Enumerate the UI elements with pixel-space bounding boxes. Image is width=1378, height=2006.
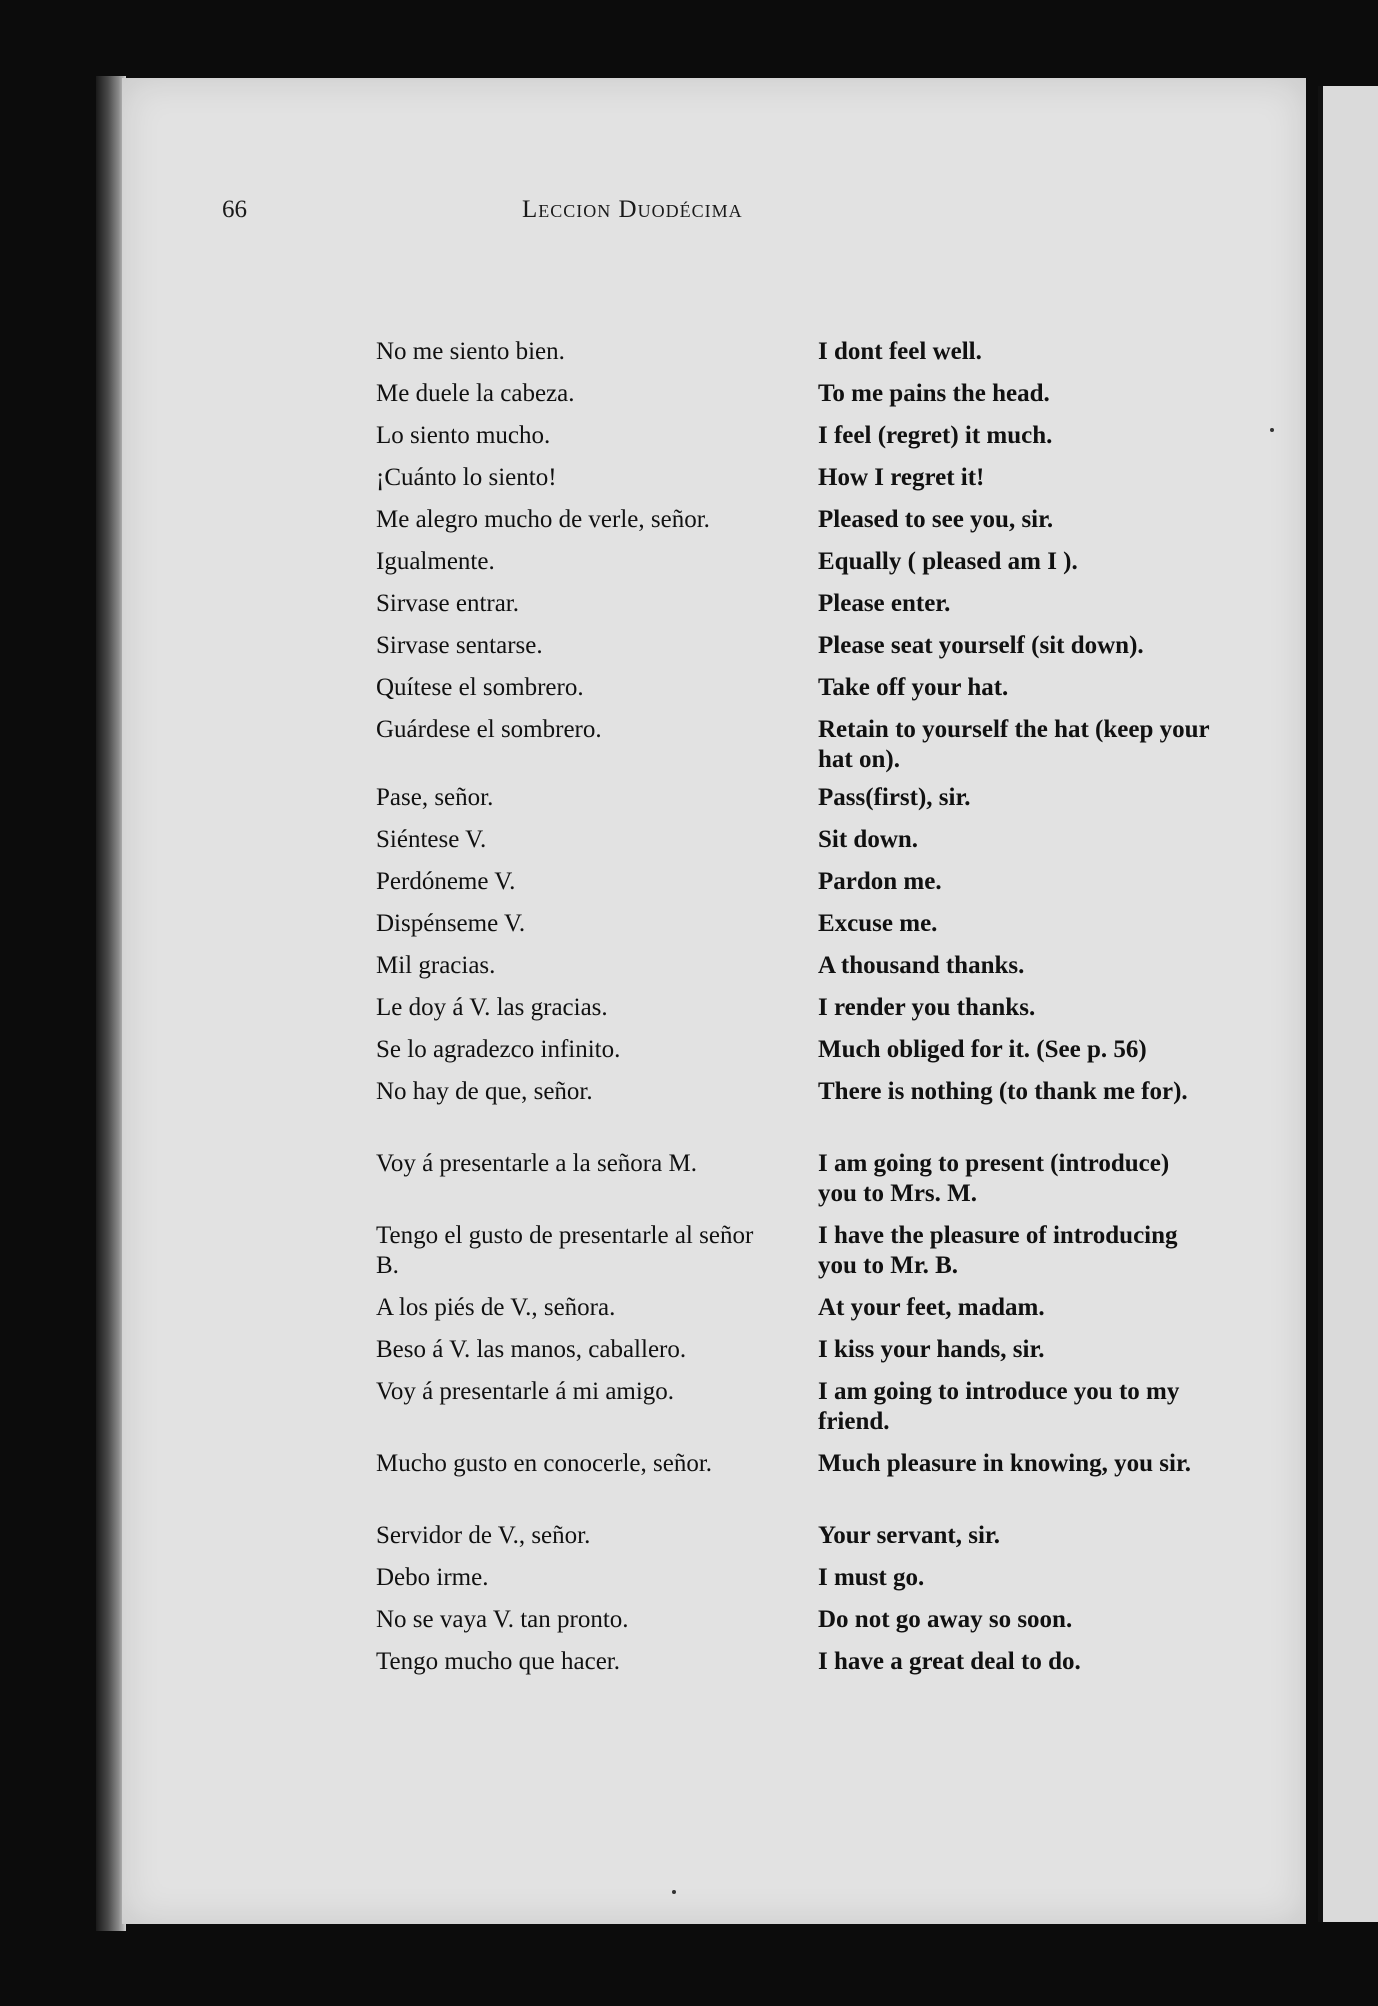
english-translation: Pleased to see you, sir. bbox=[818, 506, 1054, 533]
english-translation: Do not go away so soon. bbox=[818, 1606, 1073, 1633]
page-header bbox=[222, 196, 912, 232]
spanish-phrase: A los piés de V., señora. bbox=[376, 1294, 616, 1321]
adjacent-page-edge bbox=[1318, 86, 1378, 1922]
page-number: 66 bbox=[222, 196, 247, 223]
spanish-phrase: Tengo el gusto de presentarle al señor B. bbox=[376, 1222, 754, 1279]
english-translation: Excuse me. bbox=[818, 910, 938, 937]
spanish-phrase: No se vaya V. tan pronto. bbox=[376, 1606, 629, 1633]
english-translation: Equally ( pleased am I ). bbox=[818, 548, 1078, 575]
spanish-phrase: Tengo mucho que hacer. bbox=[376, 1648, 620, 1675]
running-head: Leccion Duodécima bbox=[522, 196, 743, 223]
english-translation: How I regret it! bbox=[818, 464, 985, 491]
english-translation: There is nothing (to thank me for). bbox=[818, 1078, 1188, 1105]
spanish-phrase: Pase, señor. bbox=[376, 784, 494, 811]
english-translation: I dont feel well. bbox=[818, 338, 982, 365]
scan-speck bbox=[672, 1890, 676, 1894]
english-translation: To me pains the head. bbox=[818, 380, 1050, 407]
english-translation: Pass(first), sir. bbox=[818, 784, 971, 811]
scan-speck bbox=[1270, 428, 1274, 432]
spanish-phrase: Sirvase entrar. bbox=[376, 590, 520, 617]
english-translation: I have a great deal to do. bbox=[818, 1648, 1081, 1675]
english-translation: I have the pleasure of introducing you to Mr. B. bbox=[818, 1222, 1178, 1279]
english-translation: Please seat yourself (sit down). bbox=[818, 632, 1144, 659]
english-translation: Please enter. bbox=[818, 590, 951, 617]
english-translation: I feel (regret) it much. bbox=[818, 422, 1053, 449]
spanish-phrase: Le doy á V. las gracias. bbox=[376, 994, 608, 1021]
spanish-phrase: Lo siento mucho. bbox=[376, 422, 551, 449]
spanish-phrase: Dispénseme V. bbox=[376, 910, 526, 937]
spanish-phrase: No hay de que, señor. bbox=[376, 1078, 593, 1105]
english-translation: Retain to yourself the hat (keep your hat on). bbox=[818, 716, 1210, 773]
english-translation: Much pleasure in knowing, you sir. bbox=[818, 1450, 1192, 1477]
english-translation: Pardon me. bbox=[818, 868, 942, 895]
english-translation: Sit down. bbox=[818, 826, 919, 853]
spanish-phrase: Sirvase sentarse. bbox=[376, 632, 543, 659]
english-translation: I am going to present (introduce) you to Mrs. M. bbox=[818, 1150, 1170, 1207]
english-translation: A thousand thanks. bbox=[818, 952, 1025, 979]
spanish-phrase: Perdóneme V. bbox=[376, 868, 516, 895]
english-translation: At your feet, madam. bbox=[818, 1294, 1045, 1321]
english-translation: Take off your hat. bbox=[818, 674, 1009, 701]
spanish-phrase: Se lo agradezco infinito. bbox=[376, 1036, 621, 1063]
english-translation: I render you thanks. bbox=[818, 994, 1036, 1021]
spanish-phrase: Quítese el sombrero. bbox=[376, 674, 584, 701]
spanish-phrase: No me siento bien. bbox=[376, 338, 565, 365]
spanish-phrase: Servidor de V., señor. bbox=[376, 1522, 591, 1549]
spanish-phrase: Me alegro mucho de verle, señor. bbox=[376, 506, 710, 533]
spanish-phrase: Beso á V. las manos, caballero. bbox=[376, 1336, 687, 1363]
spanish-phrase: Me duele la cabeza. bbox=[376, 380, 575, 407]
english-translation: I am going to introduce you to my friend. bbox=[818, 1378, 1180, 1435]
spanish-phrase: Voy á presentarle á mi amigo. bbox=[376, 1378, 675, 1405]
spanish-phrase: Voy á presentarle a la señora M. bbox=[376, 1150, 697, 1177]
english-translation: I must go. bbox=[818, 1564, 925, 1591]
spanish-phrase: Igualmente. bbox=[376, 548, 495, 575]
english-translation: Your servant, sir. bbox=[818, 1522, 1000, 1549]
spanish-phrase: Guárdese el sombrero. bbox=[376, 716, 602, 743]
spanish-phrase: Siéntese V. bbox=[376, 826, 487, 853]
spanish-phrase: Mil gracias. bbox=[376, 952, 496, 979]
english-translation: I kiss your hands, sir. bbox=[818, 1336, 1045, 1363]
english-translation: Much obliged for it. (See p. 56) bbox=[818, 1036, 1147, 1063]
spanish-phrase: Debo irme. bbox=[376, 1564, 489, 1591]
spanish-phrase: Mucho gusto en conocerle, señor. bbox=[376, 1450, 713, 1477]
spanish-phrase: ¡Cuánto lo siento! bbox=[376, 464, 557, 491]
